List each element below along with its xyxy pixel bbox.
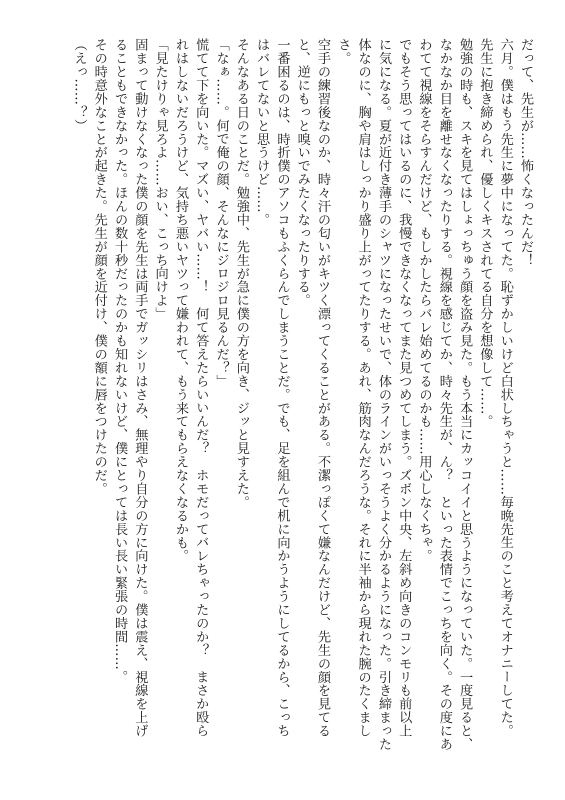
text-line: 勉強の時も、スキを見てはしょっちゅう顔を盗み見た。もう本当にカッコイイと思うようになっていた。一度見ると、 [457,38,473,751]
text-line: （えっ……？） [71,38,87,133]
text-line: 固まって動けなくなった僕の顔を先生は両手でガッシリはさみ、無理やり自分の方に向けた。僕は震え、視線を上げ [132,38,148,738]
text-line: だって、先生が……怖くなったんだ！ [518,38,533,267]
text-line: に気になる。夏が近付き薄手のシャツになったせいで、体のラインがいっそうよく分かるようになった。引き締まった [375,38,391,751]
text-line: 「なぁ……。何で俺の顔、そんなにジロジロ見るんだ？」 [213,38,229,388]
text-line: はバレてないと思うけど……。 [254,38,270,227]
text-line: なかなか目を離せなくなったりする。視線を感じてか、時々先生が、ん？ といった表情でこっちを向く。その度にあ [436,38,452,751]
vertical-body-text [30,38,535,758]
text-line: 体なのに、胸や肩はしっかり盛り上がってたりする。あれ、筋肉なんだろうな。それに半袖から現れた腕のたくましさ。 [335,38,371,738]
text-line: 六月。僕はもう先生に夢中になってた。恥ずかしいけど白状しちゃうと……毎晩先生のこと考えてオナニーしてた。 [497,38,513,738]
text-line: その時意外なことが起きた。先生が顔を近付け、僕の額に唇をつけたのだ。 [91,38,107,496]
text-line: でもそう思ってはいるのに、我慢できなくなってまた見つめてしまう。ズボン中央、左斜め向きのコンモリも前以上 [396,38,412,738]
text-line: 一番困るのは、時折僕のアソコもふくらんでしまうことだ。でも、足を組んで机に向かうようにしてるから、こっち [274,38,290,738]
text-line: そんなある日のことだ。勉強中、先生が急に僕の方を向き、ジッと見すえた。 [233,38,249,509]
text-line: 先生に抱き締められ、優しくキスされてる自分を想像して……。 [477,38,493,429]
text-line: 空手の練習後なのか、時々汗の匂いがキツく漂ってくることがある。不潔っぽくて嫌なんだけど、先生の顔を見てる [315,38,331,738]
text-line: わてて視線をそらすんだけど、もしかしたらバレ始めてるのかも……用心しなくちゃ。 [416,38,432,563]
text-line: れはしないだろうけど、気持ち悪いヤツって嫌われて、もう来てもらえなくなるかも。 [172,38,188,563]
text-line: 「見たけりゃ見ろよ……おい、こっち向けよ」 [152,38,168,321]
text-line: 慌てて下を向いた。マズい、ヤバい……！ 何て答えたらいいんだ？ ホモだってバレちゃったのか？ まさか殴ら [193,38,209,738]
text-line: ることもできなかった。ほんの数十秒だったのかも知れないけど、僕にとっては長い長い緊張の時間……。 [112,38,128,684]
text-line: と、逆にもっと嗅いでみたくなったりする。 [294,38,310,307]
